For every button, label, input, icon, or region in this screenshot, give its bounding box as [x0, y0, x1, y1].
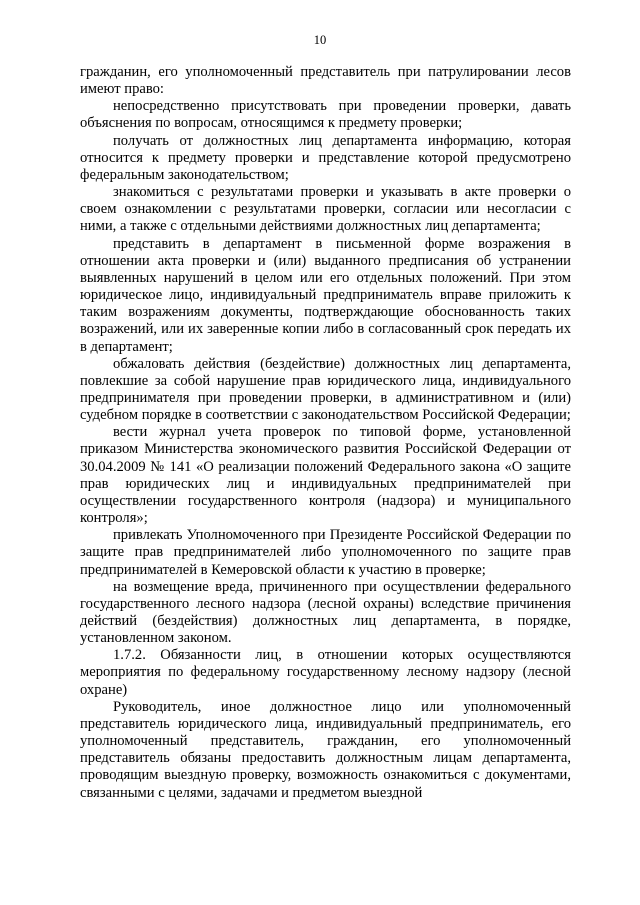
page-number: 10: [313, 33, 327, 47]
paragraph-right-compensation: на возмещение вреда, причиненного при осуществлении федерального государственного лесного надзора (лесной охраны) вследствие причинения действий (бездействия) должностных лиц департамента, в порядке, установленном законом.: [80, 578, 571, 647]
paragraph-right-ombudsman: привлекать Уполномоченного при Президенте Российской Федерации по защите прав предпринимателей либо уполномоченного по защите прав предпринимателей в Кемеровской области к участию в проверке;: [80, 527, 571, 578]
paragraph-right-journal: вести журнал учета проверок по типовой форме, установленной приказом Министерства экономического развития Российской Федерации от 30.04.2009 № 141 «О реализации положений Федерального закона «О защите прав юридических лиц и индивидуальных предпринимателей при осуществлении государственного контроля (надзора) и муниципального контроля»;: [80, 424, 571, 527]
paragraph-right-objections: представить в департамент в письменной форме возражения в отношении акта проверки и (или) выданного предписания об устранении выявленных нарушений в целом или его отдельных положений. При этом юридическое лицо, индивидуальный предприниматель вправе приложить к таким возражениям документы, подтверждающие обоснованность таких возражений, или их заверенные копии либо в согласованный срок передать их в департамент;: [80, 235, 571, 355]
paragraph-right-information: получать от должностных лиц департамента информацию, которая относится к предмету проверки и представление которой предусмотрено федеральным законодательством;: [80, 132, 571, 183]
paragraph-right-review-results: знакомиться с результатами проверки и указывать в акте проверки о своем ознакомлении с результатами проверки, согласии или несогласии с ними, а также с отдельными действиями должностных лиц департамента;: [80, 184, 571, 235]
document-body: [80, 64, 571, 802]
paragraph-right-appeal: обжаловать действия (бездействие) должностных лиц департамента, повлекшие за собой нарушение прав юридического лица, индивидуального предпринимателя при проведении проверки, в административном и (или) судебном порядке в соответствии с законодательством Российской Федерации;: [80, 355, 571, 424]
paragraph-obligations: Руководитель, иное должностное лицо или уполномоченный представитель юридического лица, индивидуальный предприниматель, его уполномоченный представитель, гражданин, его уполномоченный представитель обязаны предоставить должностным лицам департамента, проводящим выездную проверку, возможность ознакомиться с документами, связанными с целями, задачами и предметом выездной: [80, 698, 571, 801]
paragraph-rights-intro: гражданин, его уполномоченный представитель при патрулировании лесов имеют право:: [80, 64, 571, 98]
section-heading-obligations: 1.7.2. Обязанности лиц, в отношении которых осуществляются мероприятия по федеральному государственному лесному надзору (лесной охране): [80, 647, 571, 698]
paragraph-right-attend: непосредственно присутствовать при проведении проверки, давать объяснения по вопросам, относящимся к предмету проверки;: [80, 98, 571, 132]
